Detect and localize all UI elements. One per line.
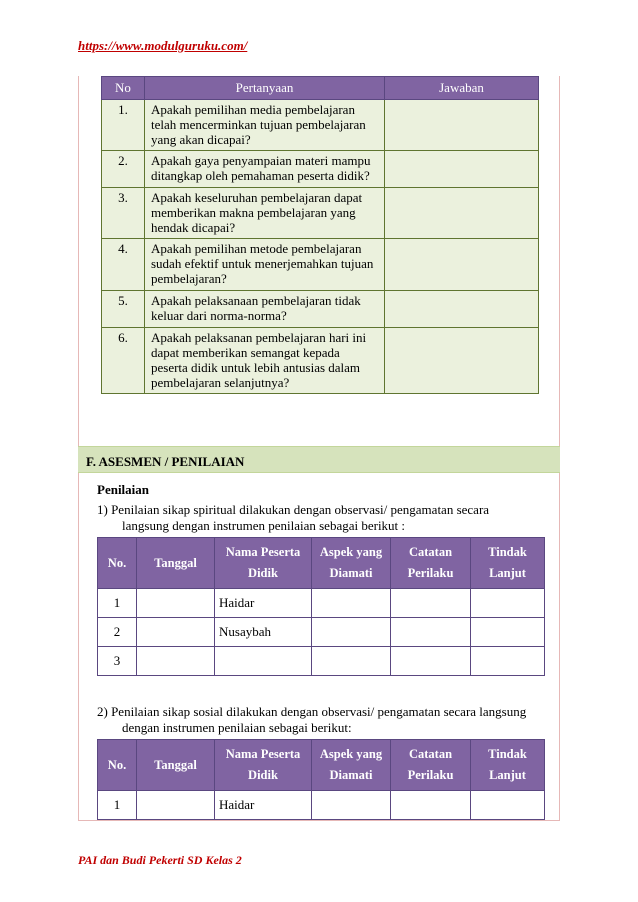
section-heading-asesmen: F. ASESMEN / PENILAIAN xyxy=(78,446,560,473)
row-number: 1 xyxy=(98,791,137,820)
row-number: 6. xyxy=(102,328,145,394)
student-name: Haidar xyxy=(215,791,312,820)
table-row xyxy=(98,589,545,618)
table-row xyxy=(98,618,545,647)
column-header-nama: Nama Peserta Didik xyxy=(215,538,312,589)
followup-cell[interactable] xyxy=(471,647,545,676)
column-header-tindak: Tindak Lanjut xyxy=(471,740,545,791)
answer-cell[interactable] xyxy=(385,151,539,188)
followup-cell[interactable] xyxy=(471,791,545,820)
table-header-row xyxy=(102,77,539,100)
row-number: 5. xyxy=(102,291,145,328)
item2-line2: dengan instrumen penilaian sebagai berikut: xyxy=(122,720,352,735)
note-cell[interactable] xyxy=(391,618,471,647)
row-number: 2 xyxy=(98,618,137,647)
column-header-no: No. xyxy=(98,538,137,589)
column-header-catatan: Catatan Perilaku xyxy=(391,740,471,791)
answer-cell[interactable] xyxy=(385,291,539,328)
question-text: Apakah pemilihan metode pembelajaran sudah efektif untuk menerjemahkan tujuan pembelajaran? xyxy=(145,239,385,291)
table-row xyxy=(102,100,539,151)
row-number: 3 xyxy=(98,647,137,676)
question-text: Apakah pemilihan media pembelajaran telah mencerminkan tujuan pembelajaran yang akan dicapai? xyxy=(145,100,385,151)
column-header-tanggal: Tanggal xyxy=(137,740,215,791)
column-header-catatan: Catatan Perilaku xyxy=(391,538,471,589)
item2-line1: 2) Penilaian sikap sosial dilakukan dengan observasi/ pengamatan secara langsung xyxy=(97,704,527,719)
date-cell[interactable] xyxy=(137,647,215,676)
subheading-penilaian: Penilaian xyxy=(97,482,150,497)
question-text: Apakah pelaksanaan pembelajaran tidak keluar dari norma-norma? xyxy=(145,291,385,328)
aspect-cell[interactable] xyxy=(312,647,391,676)
table-row xyxy=(102,239,539,291)
row-number: 2. xyxy=(102,151,145,188)
question-text: Apakah pelaksanan pembelajaran hari ini dapat memberikan semangat kepada peserta didik untuk lebih antusias dalam pembelajaran selanjutnya? xyxy=(145,328,385,394)
answer-cell[interactable] xyxy=(385,328,539,394)
footer-text: PAI dan Budi Pekerti SD Kelas 2 xyxy=(78,853,242,867)
column-header-aspek: Aspek yang Diamati xyxy=(312,740,391,791)
student-name xyxy=(215,647,312,676)
date-cell[interactable] xyxy=(137,791,215,820)
answer-cell[interactable] xyxy=(385,239,539,291)
answer-cell[interactable] xyxy=(385,100,539,151)
answer-cell[interactable] xyxy=(385,188,539,239)
column-header-no: No xyxy=(102,77,145,100)
table-row xyxy=(102,328,539,394)
aspect-cell[interactable] xyxy=(312,791,391,820)
table-row xyxy=(102,291,539,328)
date-cell[interactable] xyxy=(137,589,215,618)
column-header-nama: Nama Peserta Didik xyxy=(215,740,312,791)
question-text: Apakah gaya penyampaian materi mampu ditangkap oleh pemahaman peserta didik? xyxy=(145,151,385,188)
followup-cell[interactable] xyxy=(471,589,545,618)
table-header-row xyxy=(98,538,545,589)
row-number: 4. xyxy=(102,239,145,291)
question-text: Apakah keseluruhan pembelajaran dapat memberikan makna pembelajaran yang hendak dicapai? xyxy=(145,188,385,239)
reflection-question-table xyxy=(101,76,539,394)
table-header-row xyxy=(98,740,545,791)
table-row xyxy=(102,151,539,188)
item1-line1: 1) Penilaian sikap spiritual dilakukan dengan observasi/ pengamatan secara xyxy=(97,502,490,517)
followup-cell[interactable] xyxy=(471,618,545,647)
social-assessment-table xyxy=(97,739,545,820)
column-header-aspek: Aspek yang Diamati xyxy=(312,538,391,589)
spiritual-assessment-table xyxy=(97,537,545,676)
column-header-tanggal: Tanggal xyxy=(137,538,215,589)
note-cell[interactable] xyxy=(391,589,471,618)
student-name: Haidar xyxy=(215,589,312,618)
header-url[interactable]: https://www.modulguruku.com/ xyxy=(78,38,248,53)
column-header-tindak: Tindak Lanjut xyxy=(471,538,545,589)
item1-line2: langsung dengan instrumen penilaian sebagai berikut : xyxy=(122,518,406,533)
column-header-answer: Jawaban xyxy=(385,77,539,100)
column-header-question: Pertanyaan xyxy=(145,77,385,100)
table-row xyxy=(102,188,539,239)
row-number: 3. xyxy=(102,188,145,239)
aspect-cell[interactable] xyxy=(312,618,391,647)
table-row xyxy=(98,791,545,820)
aspect-cell[interactable] xyxy=(312,589,391,618)
table-row xyxy=(98,647,545,676)
student-name: Nusaybah xyxy=(215,618,312,647)
note-cell[interactable] xyxy=(391,647,471,676)
row-number: 1. xyxy=(102,100,145,151)
column-header-no: No. xyxy=(98,740,137,791)
date-cell[interactable] xyxy=(137,618,215,647)
row-number: 1 xyxy=(98,589,137,618)
note-cell[interactable] xyxy=(391,791,471,820)
